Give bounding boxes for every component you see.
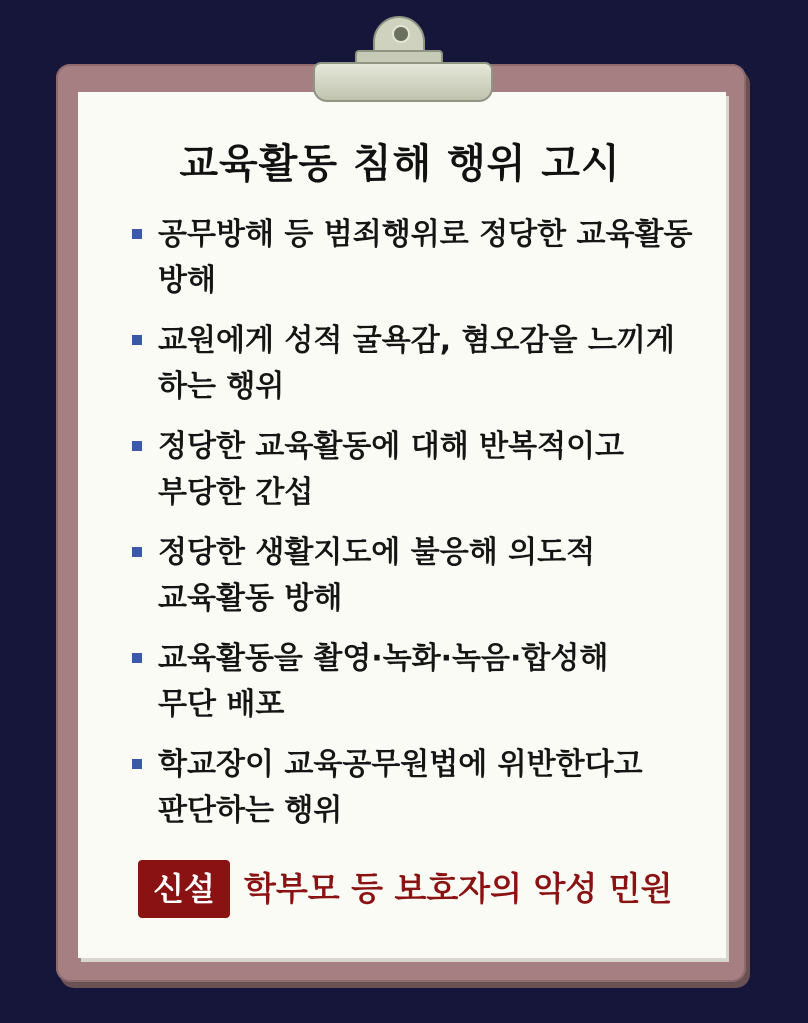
- list-item-line: 판단하는 행위: [158, 793, 343, 828]
- square-bullet-icon: [132, 441, 142, 451]
- square-bullet-icon: [132, 335, 142, 345]
- page-title: 교육활동 침해 행위 고시: [179, 141, 621, 187]
- square-bullet-icon: [132, 547, 142, 557]
- list-item-line: 부당한 간섭: [158, 475, 314, 510]
- list-item-line: 공무방해 등 범죄행위로 정당한 교육활동: [158, 217, 693, 252]
- new-badge: 신설: [138, 860, 230, 918]
- list-item-line: 하는 행위: [158, 369, 285, 404]
- list-item-line: 학교장이 교육공무원법에 위반한다고: [158, 747, 643, 782]
- list-item-text: [158, 636, 718, 728]
- list-item-line: 무단 배포: [158, 687, 285, 722]
- new-item-row: [138, 860, 718, 920]
- clipboard-clip-icon: [313, 62, 493, 102]
- list-item-text: [158, 212, 718, 304]
- square-bullet-icon: [132, 653, 142, 663]
- list-item-line: 방해: [158, 263, 216, 298]
- new-item-text: 학부모 등 보호자의 악성 민원: [244, 869, 673, 908]
- square-bullet-icon: [132, 229, 142, 239]
- list-item-line: 정당한 생활지도에 불응해 의도적: [158, 535, 596, 570]
- list-item-line: 정당한 교육활동에 대해 반복적이고: [158, 429, 625, 464]
- list-item-line: 교원에게 성적 굴욕감, 혐오감을 느끼게: [158, 323, 675, 358]
- square-bullet-icon: [132, 759, 142, 769]
- list-item-line: 교육활동 방해: [158, 581, 343, 616]
- list-item-text: [158, 318, 718, 410]
- list-item-text: [158, 424, 718, 516]
- list-item-text: [158, 530, 718, 622]
- clip-hole: [392, 25, 410, 43]
- list-item-line: 교육활동을 촬영·녹화·녹음·합성해: [158, 641, 609, 676]
- list-item-text: [158, 742, 718, 834]
